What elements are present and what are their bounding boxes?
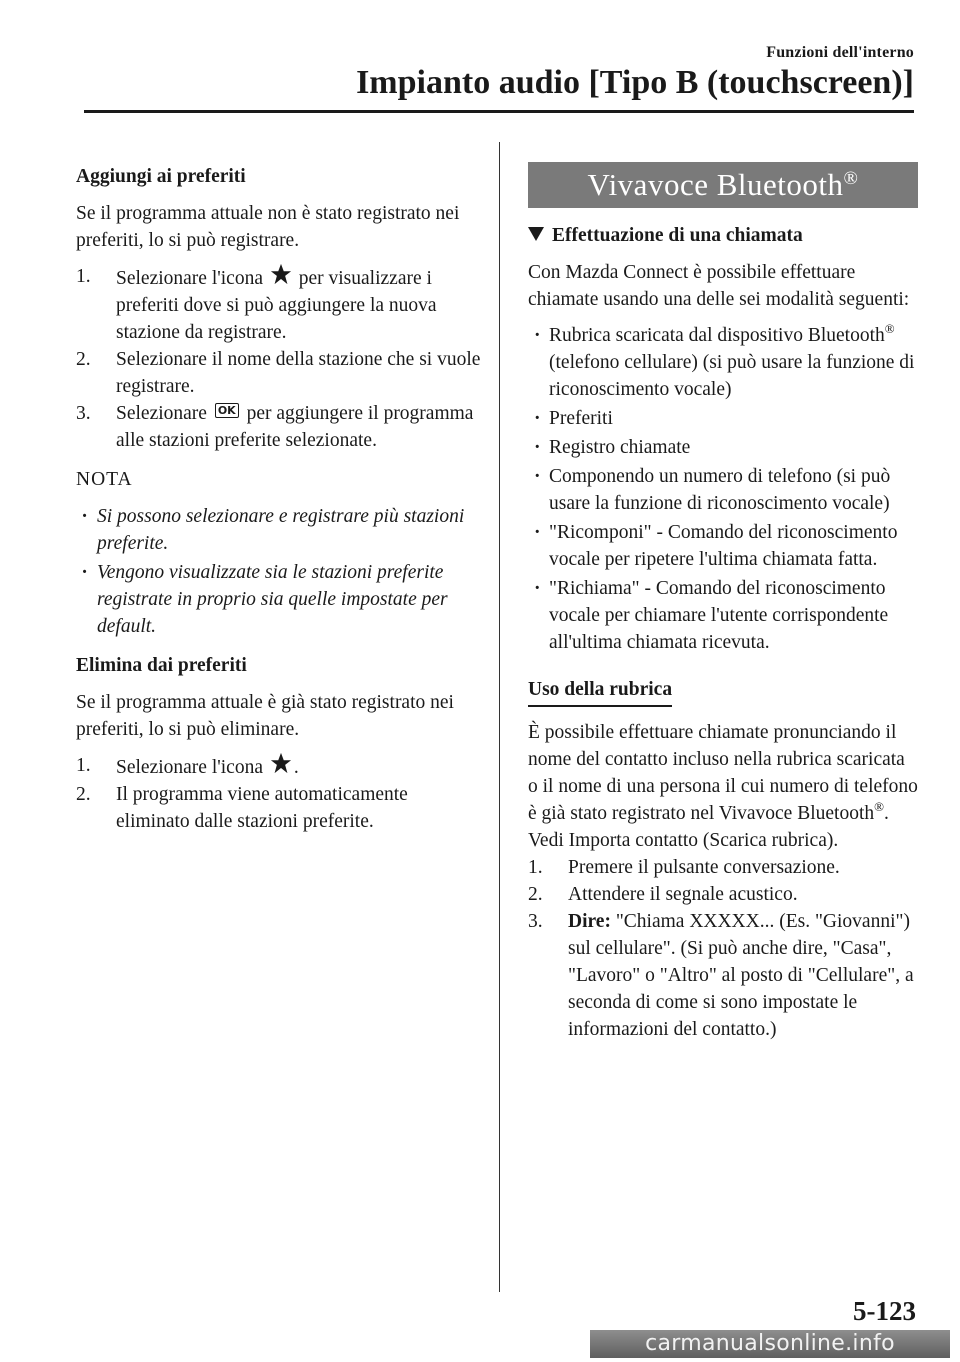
note-label: NOTA [76,469,133,490]
step-item [76,263,481,346]
phonebook-intro-end: . [884,803,889,824]
chapter-label: Funzioni dell'interno [766,44,914,61]
mode-item: · "Ricomponi" - Comando del riconoscimento vocale per ripetere l'ultima chiamata fatta. [534,522,898,570]
call-intro: Con Mazda Connect è possibile effettuare chiamate usando una delle sei modalità seguenti: [528,262,910,310]
note-list [76,503,481,640]
note-text: Si possono selezionare e registrare più stazioni preferite. [97,506,465,554]
mode-item: · Rubrica scaricata dal dispositivo Bluetooth® (telefono cellulare) (si può usare la funzione di riconoscimento vocale) [534,321,915,400]
mode-text: Rubrica scaricata dal dispositivo Bluetooth [549,325,885,346]
triangle-down-icon [528,227,544,241]
step-item [76,752,481,781]
step-text: "Chiama XXXXX... (Es. "Giovanni") sul cellulare". (Si può anche dire, "Casa", "Lavoro" o "Altro" al posto di "Cellulare", a seconda di come si sono impostate le informazioni del contatto.) [568,911,914,1040]
add-favorites-steps [76,263,481,454]
phonebook-intro-text: È possibile effettuare chiamate pronunciando il nome del contatto incluso nella rubrica scaricata o il nome di una persona il cui numero di telefono è già stato registrato nel Vivavoce Bluetooth [528,722,918,824]
mode-item: · Registro chiamate [534,437,691,458]
mode-text: Preferiti [549,408,613,429]
mode-text: "Ricomponi" - Comando del riconoscimento vocale per ripetere l'ultima chiamata fatta. [549,522,898,570]
add-favorites-heading: Aggiungi ai preferiti [76,166,246,187]
step-text: . [293,757,299,778]
page-number: 5-123 [853,1296,916,1326]
phonebook-intro [528,719,918,827]
step-label: Dire: [568,911,611,932]
delete-favorites-heading: Elimina dai preferiti [76,655,247,676]
step-text: Premere il pulsante conversazione. [568,857,840,878]
watermark-banner: carmanualsonline.info [590,1330,950,1358]
section-title: Vivavoce Bluetooth [587,167,844,202]
step-item [76,346,481,400]
step-text: Attendere il segnale acustico. [568,884,798,905]
mode-item: · Preferiti [534,408,613,429]
mode-item: · Componendo un numero di telefono (si può usare la funzione di riconoscimento vocale) [534,466,891,514]
step-number: 1. [76,755,91,776]
phonebook-reference: Vedi Importa contatto (Scarica rubrica). [528,830,839,851]
call-heading [528,222,918,249]
star-icon [270,263,292,285]
mode-item: · "Richiama" - Comando del riconoscimento vocale per chiamare l'utente corrispondente all'ultima chiamata ricevuta. [534,578,889,653]
left-column [76,163,481,847]
right-column [528,162,918,1055]
registered-mark: ® [874,799,885,814]
step-text: Selezionare il nome della stazione che si vuole registrare. [116,349,481,397]
step-text: per visualizzare i preferiti dove si può aggiungere la nuova stazione da registrare. [116,268,437,343]
step-item [528,854,918,881]
step-number: 2. [76,349,91,370]
step-item [528,881,918,908]
mode-text: "Richiama" - Comando del riconoscimento vocale per chiamare l'utente corrispondente all'ultima chiamata ricevuta. [549,578,889,653]
step-item [528,908,918,1043]
step-text: Selezionare [116,403,207,424]
step-text: Selezionare l'icona [116,757,263,778]
step-number: 3. [528,911,543,932]
registered-mark: ® [843,168,859,189]
note-item: · Si possono selezionare e registrare più stazioni preferite. [82,506,465,554]
step-text: per aggiungere il programma alle stazioni preferite selezionate. [116,403,474,451]
phonebook-heading: Uso della rubrica [528,676,672,707]
phonebook-steps [528,854,918,1043]
add-favorites-intro: Se il programma attuale non è stato registrato nei preferiti, lo si può registrare. [76,203,460,251]
delete-favorites-steps [76,752,481,835]
step-number: 1. [76,266,91,287]
registered-mark: ® [884,321,895,336]
step-text: Il programma viene automaticamente eliminato dalle stazioni preferite. [116,784,408,832]
mode-text: Registro chiamate [549,437,691,458]
call-modes-list [528,322,918,656]
star-icon [270,752,292,774]
step-number: 1. [528,857,543,878]
step-number: 3. [76,403,91,424]
step-number: 2. [76,784,91,805]
header-divider [84,110,914,113]
ok-icon: OK [215,403,239,418]
column-divider [499,142,500,1292]
note-text: Vengono visualizzate sia le stazioni preferite registrate in proprio sia quelle impostate per default. [97,562,448,637]
mode-text: (telefono cellulare) (si può usare la funzione di riconoscimento vocale) [549,352,915,400]
delete-favorites-intro: Se il programma attuale è già stato registrato nei preferiti, lo si può eliminare. [76,692,454,740]
section-title-bar [528,162,918,208]
call-heading-text: Effettuazione di una chiamata [552,225,803,246]
step-item [76,400,481,454]
mode-text: Componendo un numero di telefono (si può usare la funzione di riconoscimento vocale) [549,466,891,514]
page-title: Impianto audio [Tipo B (touchscreen)] [356,64,914,101]
step-number: 2. [528,884,543,905]
step-item [76,781,481,835]
note-item: · Vengono visualizzate sia le stazioni preferite registrate in proprio sia quelle impostate per default. [82,562,448,637]
step-text: Selezionare l'icona [116,268,263,289]
